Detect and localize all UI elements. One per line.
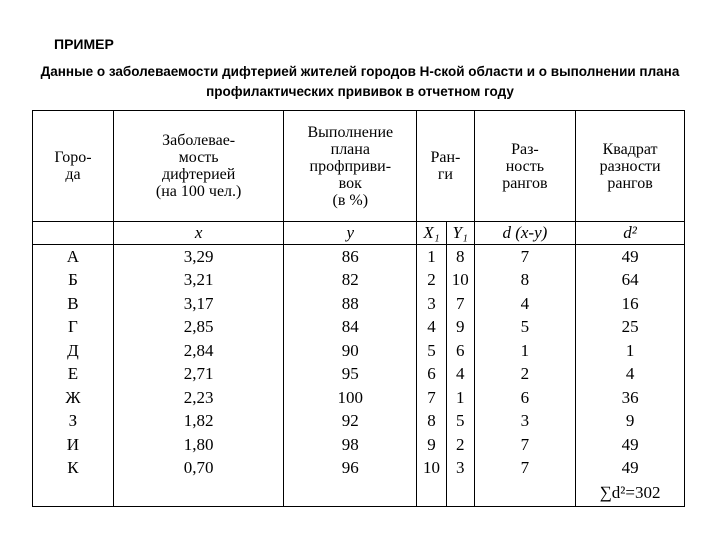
cell-rank-x: 9: [417, 433, 447, 457]
cell-x: 2,23: [113, 386, 284, 410]
cell-y: 96: [284, 457, 417, 481]
cell-y: 92: [284, 410, 417, 434]
table-row: [33, 245, 685, 269]
cell-d: 8: [474, 269, 576, 293]
cell-y: 88: [284, 292, 417, 316]
cell-d: 3: [474, 410, 576, 434]
cell-d: 7: [474, 245, 576, 269]
sum-row-empty: [446, 480, 474, 507]
cell-d2: 49: [576, 433, 685, 457]
cell-rank-y: 7: [446, 292, 474, 316]
cell-rank-y: 8: [446, 245, 474, 269]
cell-d2: 36: [576, 386, 685, 410]
cell-d2: 4: [576, 363, 685, 387]
cell-city: Б: [33, 269, 114, 293]
cell-rank-x: 10: [417, 457, 447, 481]
subheader-empty: [33, 222, 114, 245]
cell-d: 7: [474, 457, 576, 481]
subheader-y1: Y₁: [446, 222, 474, 245]
cell-d2: 25: [576, 316, 685, 340]
cell-city: Д: [33, 339, 114, 363]
cell-rank-y: 2: [446, 433, 474, 457]
cell-d: 7: [474, 433, 576, 457]
cell-city: И: [33, 433, 114, 457]
header-ranks: Ран- ги: [417, 111, 474, 222]
table-row: [33, 386, 685, 410]
cell-x: 3,21: [113, 269, 284, 293]
page-subtitle: Данные о заболеваемости дифтерией жителей городов Н-ской области и о выполнении плана профилактических прививок в отчетном году: [40, 64, 680, 99]
cell-d: 4: [474, 292, 576, 316]
cell-d: 6: [474, 386, 576, 410]
sum-row-empty: [33, 480, 114, 507]
cell-rank-x: 1: [417, 245, 447, 269]
table-row: [33, 269, 685, 293]
cell-city: В: [33, 292, 114, 316]
cell-y: 100: [284, 386, 417, 410]
cell-city: Е: [33, 363, 114, 387]
cell-x: 2,84: [113, 339, 284, 363]
header-difference: Раз- ность рангов: [474, 111, 576, 222]
cell-x: 3,17: [113, 292, 284, 316]
cell-city: Ж: [33, 386, 114, 410]
subheader-d2: d²: [576, 222, 685, 245]
sum-row-empty: [417, 480, 447, 507]
header-row: [33, 111, 685, 222]
cell-rank-x: 8: [417, 410, 447, 434]
cell-d2: 9: [576, 410, 685, 434]
sum-row-empty: [474, 480, 576, 507]
table-row: [33, 457, 685, 481]
sum-row: [33, 480, 685, 507]
subheader-y: y: [284, 222, 417, 245]
sum-row-empty: [284, 480, 417, 507]
cell-rank-x: 3: [417, 292, 447, 316]
header-morbidity: Заболевае- мость дифтерией (на 100 чел.): [113, 111, 284, 222]
cell-rank-y: 5: [446, 410, 474, 434]
cell-city: А: [33, 245, 114, 269]
cell-d2: 49: [576, 457, 685, 481]
cell-y: 90: [284, 339, 417, 363]
cell-y: 95: [284, 363, 417, 387]
cell-city: З: [33, 410, 114, 434]
subheader-d: d (x-y): [474, 222, 576, 245]
subheader-x1: X₁: [417, 222, 447, 245]
cell-y: 84: [284, 316, 417, 340]
cell-y: 86: [284, 245, 417, 269]
table-row: [33, 363, 685, 387]
cell-rank-x: 6: [417, 363, 447, 387]
cell-d: 1: [474, 339, 576, 363]
cell-d2: 49: [576, 245, 685, 269]
cell-rank-y: 6: [446, 339, 474, 363]
cell-x: 3,29: [113, 245, 284, 269]
header-cities: Горо- да: [33, 111, 114, 222]
table-row: [33, 316, 685, 340]
cell-x: 2,71: [113, 363, 284, 387]
header-square: Квадрат разности рангов: [576, 111, 685, 222]
cell-rank-x: 2: [417, 269, 447, 293]
cell-d: 5: [474, 316, 576, 340]
page-heading: ПРИМЕР: [54, 36, 114, 52]
cell-rank-x: 5: [417, 339, 447, 363]
cell-d2: 64: [576, 269, 685, 293]
cell-rank-x: 7: [417, 386, 447, 410]
cell-rank-y: 9: [446, 316, 474, 340]
table-row: [33, 433, 685, 457]
cell-city: К: [33, 457, 114, 481]
cell-d: 2: [474, 363, 576, 387]
cell-y: 82: [284, 269, 417, 293]
cell-y: 98: [284, 433, 417, 457]
table-row: [33, 339, 685, 363]
cell-rank-y: 1: [446, 386, 474, 410]
cell-d2: 1: [576, 339, 685, 363]
cell-d2: 16: [576, 292, 685, 316]
subheader-row: [33, 222, 685, 245]
cell-rank-x: 4: [417, 316, 447, 340]
cell-x: 0,70: [113, 457, 284, 481]
table-row: [33, 292, 685, 316]
ranks-table: [32, 110, 685, 507]
cell-rank-y: 10: [446, 269, 474, 293]
subheader-x: x: [113, 222, 284, 245]
cell-x: 1,82: [113, 410, 284, 434]
cell-x: 1,80: [113, 433, 284, 457]
sum-d2: ∑d²=302: [576, 480, 685, 507]
header-plan: Выполнение плана профприви- вок (в %): [284, 111, 417, 222]
cell-city: Г: [33, 316, 114, 340]
cell-x: 2,85: [113, 316, 284, 340]
table-row: [33, 410, 685, 434]
cell-rank-y: 3: [446, 457, 474, 481]
cell-rank-y: 4: [446, 363, 474, 387]
sum-row-empty: [113, 480, 284, 507]
